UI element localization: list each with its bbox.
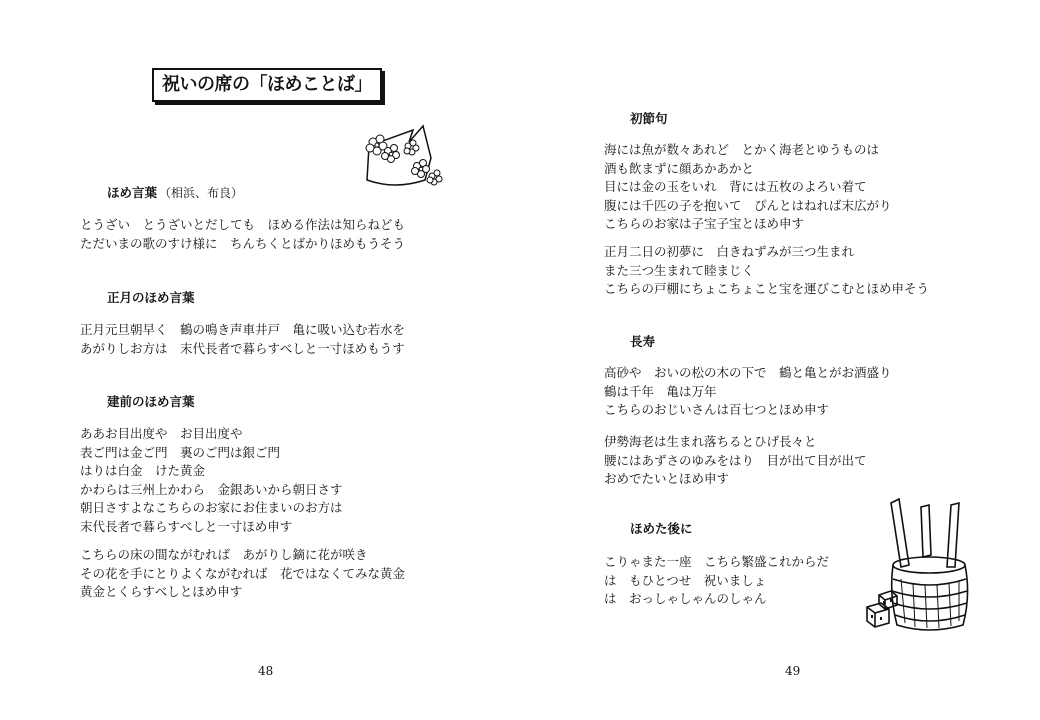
text-line: 酒も飲まずに顔あかあかと — [604, 160, 755, 176]
text-line: 黄金とくらすべしとほめ申す — [80, 584, 243, 599]
text-line: こりゃまた一座 こちら繁盛これからだ — [604, 554, 830, 569]
section-body-home-kotoba — [80, 216, 405, 253]
text-line: はりは白金 けた黄金 — [80, 463, 206, 478]
sake-barrel-illustration — [865, 495, 980, 635]
text-line: おめでたいとほめ申す — [604, 471, 730, 486]
text-line: 正月二日の初夢に 白きねずみが三つ生まれ — [604, 244, 855, 259]
section-heading-choju: 長寿 — [630, 334, 656, 349]
text-line: こちらの戸棚にちょこちょこと宝を運びこむとほめ申そう — [604, 281, 930, 296]
section-body-hatsuzekku-1 — [604, 141, 892, 234]
text-line: とうざい とうざいとだしても ほめる作法は知らねども — [80, 217, 406, 232]
text-line: かわらは三州上かわら 金銀あいから朝日さす — [80, 481, 343, 497]
page-number: 49 — [785, 664, 801, 678]
text-line: あがりしお方は 末代長者で暮らすべしと一寸ほめもうす — [80, 340, 405, 356]
text-line: また三つ生まれて睦まじく — [604, 262, 755, 278]
section-body-choju-1 — [604, 364, 892, 420]
text-line: その花を手にとりよくながむれば 花ではなくてみな黄金 — [80, 565, 406, 581]
text-line: こちらの床の間ながむれば あがりし鏑に花が咲き — [80, 547, 368, 562]
text-line: こちらのお家は子宝子宝とほめ申す — [604, 216, 805, 231]
text-line: ああお目出度や お目出度や — [80, 426, 243, 441]
section-heading-hometa-ato: ほめた後に — [630, 521, 693, 536]
section-body-hometa-ato — [604, 553, 829, 609]
text-line: 末代長者で暮らすべしと一寸ほめ申す — [80, 518, 293, 534]
text-line: 表ご門は金ご門 裏のご門は銀ご門 — [80, 444, 281, 460]
text-line: ただいまの歌のすけ様に ちんちくとばかりほめもうそう — [80, 235, 406, 251]
text-line: 朝日さすよなこちらのお家にお住まいのお方は — [80, 500, 343, 515]
text-line: 海には魚が数々あれど とかく海老とゆうものは — [604, 142, 880, 157]
section-body-hatsuzekku-2 — [604, 243, 929, 299]
section-heading-tatemae: 建前のほめ言葉 — [107, 394, 195, 409]
text-line: 伊勢海老は生まれ落ちるとひげ長々と — [604, 434, 817, 449]
section-body-tatemae-2 — [80, 546, 405, 602]
section-heading-home-kotoba: ほめ言葉 （相浜、布良） — [107, 185, 244, 200]
text-line: 鶴は千年 亀は万年 — [604, 383, 717, 399]
text-line: 高砂や おいの松の木の下で 鶴と亀とがお酒盛り — [604, 365, 892, 380]
text-line: は もひとつせ 祝いましょ — [604, 572, 767, 588]
section-body-choju-2 — [604, 433, 867, 489]
section-note: （相浜、布良） — [159, 186, 244, 200]
cherry-blossom-cup-illustration — [355, 118, 445, 193]
section-heading-shogatsu: 正月のほめ言葉 — [107, 290, 195, 305]
text-line: こちらのおじいさんは百七つとほめ申す — [604, 402, 830, 417]
right-page — [520, 0, 1040, 720]
section-body-shogatsu — [80, 321, 405, 358]
text-line: は おっしゃしゃんのしゃん — [604, 591, 767, 606]
text-line: 正月元旦朝早く 鶴の鳴き声車井戸 亀に吸い込む若水を — [80, 322, 406, 337]
page-title: 祝いの席の「ほめことば」 — [152, 68, 382, 102]
page-number: 48 — [258, 664, 274, 678]
text-line: 目には金の玉をいれ 背には五枚のよろい着て — [604, 179, 867, 194]
text-line: 腹には千匹の子を抱いて ぴんとはねれば末広がり — [604, 197, 892, 213]
section-heading-hatsuzekku: 初節句 — [630, 111, 668, 126]
text-line: 腰にはあずさのゆみをはり 目が出て目が出て — [604, 452, 867, 468]
section-body-tatemae-1 — [80, 425, 343, 536]
